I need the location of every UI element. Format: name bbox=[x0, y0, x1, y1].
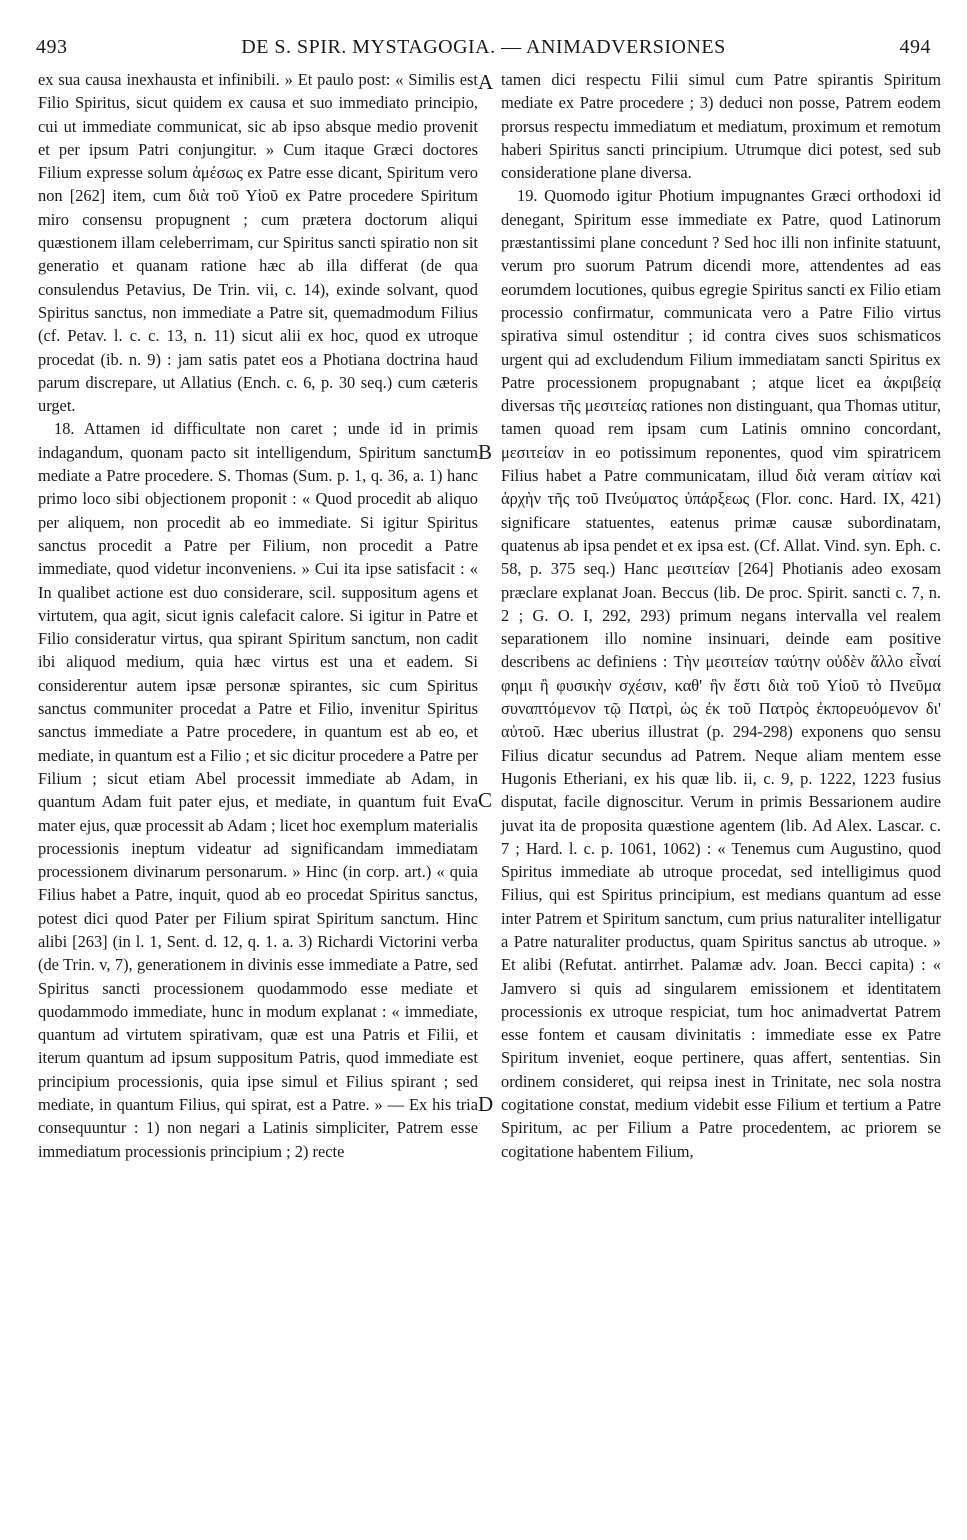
margin-marker-c: C bbox=[478, 788, 493, 812]
margin-marker-d: D bbox=[478, 1092, 494, 1116]
right-paragraph-1: tamen dici respectu Filii simul cum Patre spirantis Spiritum mediate ex Patre procedere ; 3) deduci non posse, Patrem eodem prorsus respectu immediatum et mediatum, proximum et remotum haberi Spiritus sancti principium. Utrumque dici potest, sed sub consideratione plane diversa. bbox=[501, 70, 941, 183]
margin-marker-a: A bbox=[478, 70, 494, 94]
left-paragraph-1: ex sua causa inexhausta et infinibili. » Et paulo post: « Similis est Filio Spiritus, sicut quidem ex causa et suo immediato principio, cui ut immediate communicat, sic ab ipso absque medio provenit et per ipsum Patri conjungitur. » Cum itaque Græci doctores Filium expresse solum ἀμέσως ex Patre esse dicant, Spiritum vero non [262] item, cum διὰ τοῦ Υἱοῦ ex Patre procedere Spiritum miro consensu propugnent ; cum prætera doctorum aliqui quæstionem illam celeberrimam, cur Spiritus sancti spiratio non sit generatio et quanam ratione hæc ab illa differat (de qua consulendus Petavius, De Trin. vii, c. 14), exinde solvant, quod Spiritus sanctus, non immediate a Patre sit, quemadmodum Filius (cf. Petav. l. c. c. 13, n. 11) sicut alii ex hoc, quod ex utroque procedat (ib. n. 9) : jam satis patet eos a Photiana doctrina haud parum discrepare, ut Allatius (Ench. c. 6, p. 30 seq.) cum cæteris urget. bbox=[38, 70, 478, 416]
left-paragraph-18: 18. Attamen id difficultate non caret ; unde id in primis indagandum, quonam pacto sit intelligendum, Spiritum sanctum mediate a Patre procedere. S. Thomas (Sum. p. 1, q. 36, a. 1) hanc primo loco sibi objectionem proponit : « Quod procedit ab aliquo per aliquem, non procedit ab eo immediate. Si igitur Spiritus sanctus procedit a Patre per Filium, non procedit a Patre immediate, quod videtur inconveniens. » Cui ita ipse satisfacit : « In qualibet actione est duo considerare, scil. suppositum agens et virtutem, qua agit, sicut ignis calefacit calore. Si igitur in Patre et Filio consideratur virtus, qua spirant Spiritum sanctum, non cadit ibi aliquod medium, quia hæc virtus est una et eadem. Si considerentur autem ipsæ personæ spirantes, sic cum Spiritus sanctus communiter procedat a Patre et Filio, invenitur Spiritus sanctus immediate a Patre procedere, in quantum est ab eo, et mediate, in quantum est a Filio ; et sic dicitur procedere a Patre per Filium ; sicut etiam Abel processit immediate ab Adam, in quantum Adam fuit pater ejus, et mediate, in quantum fuit Eva mater ejus, quæ processit ab Adam ; licet hoc exemplum materialis processionis ineptum videatur ad significandam immediatam processionem divinarum personarum. » Hinc (in corp. art.) « quia Filius habet a Patre, inquit, quod ab eo procedat Spiritus sanctus, potest dici quod Pater per Filium spirat Spiritum sanctum. Hinc alibi [263] (in l. 1, Sent. d. 12, q. 1. a. 3) Richardi Victorini verba (de Trin. v, 7), generationem in divinis esse immediate a Patre, sed Spiritus sancti processionem quodammodo esse mediate et quodammodo immediate, hunc in modum explanat : « immediate, quantum ad virtutem spirativam, quæ est una Patris et Filii, et iterum quantum ad ipsum suppositum Patris, quod immediate est principium processionis, quia ipse simul et Filius spirant ; sed mediate, in quantum Filius, qui spirat, est a Patre. » — Ex his tria consequuntur : 1) non negari a Latinis simpliciter, Patrem esse immediatum processionis principium ; 2) recte bbox=[38, 419, 478, 1161]
page-number-left: 493 bbox=[36, 36, 68, 58]
left-column bbox=[38, 68, 478, 1163]
running-header bbox=[30, 36, 937, 62]
right-paragraph-19: 19. Quomodo igitur Photium impugnantes Græci orthodoxi id denegant, Spiritum esse immediate ex Patre, quod Latinorum præstantissimi plane concedunt ? Sed hoc illi non infinite statuunt, verum pro suorum Patrum dicendi more, attendentes ad eas eorumdem locutiones, quibus egregie Spiritus sancti ex Filio etiam processio confirmatur, communicata vero a Patre Filio virtus spirativa simul ostenditur ; id contra cives suos schismaticos urgent qui ad excludendum Filium immediatam sancti Spiritus ex Patre processionem propugnabant ; atque licet ea ἀκριβείᾳ diversas τῆς μεσιτείας rationes non distinguant, qua Thomas utitur, tamen quoad rem ipsam cum Latinis omnino concordant, μεσιτείαν in eo potissimum reponentes, quod vim spiratricem Filius habet a Patre communicatam, illud διὰ veram αἰτίαν καὶ ἀρχὴν τῆς τοῦ Πνεύματος ὑπάρξεως (Flor. conc. Hard. IX, 421) significare statuentes, eatenus primæ causæ subordinatam, quatenus ab ipsa pendet et ex ipsa est. (Cf. Allat. Vind. syn. Eph. c. 58, p. 375 seq.) Hanc μεσιτείαν [264] Photianis adeo exosam præclare explanat Joan. Beccus (lib. De proc. Spirit. sancti c. 7, n. 2 ; G. O. I, 292, 293) primum negans intervalla vel realem separationem illo nomine insinuari, deinde eam positive describens ac definiens : Τὴν μεσιτείαν ταύτην οὐδὲν ἄλλο εἶναί φημι ἢ φυσικὴν σχέσιν, καθ' ἣν ἔστι διὰ τοῦ Υἱοῦ τὸ Πνεῦμα συναπτόμενον τῷ Πατρὶ, ὡς ἐκ τοῦ Πατρὸς ἐκπορευόμενον δι' αὐτοῦ. Hæc uberius illustrat (p. 294-298) exponens quo sensu Filius dicatur secundus ad Patrem. Neque aliam mentem esse Hugonis Etheriani, ex his quæ lib. ii, c. 9, p. 1222, 1223 fusius disputat, facile dignoscitur. Verum in primis Bessarionem audire juvat ita de proposita quæstione agentem (lib. Ad Alex. Lascar. c. 7 ; Hard. l. c. p. 1061, 1062) : « Tenemus cum Augustino, quod Spiritus immediate ab utroque procedat, sed intelligimus quod Filius, qui est Spiritus principium, est medians quantum ad esse inter Patrem et Spiritum sanctum, cum prius naturaliter intelligatur a Patre naturaliter productus, quam Spiritus sanctus ab utroque. » Et alibi (Refutat. antirrhet. Palamæ adv. Joan. Becci capita) : « Jamvero si quis ad singularem emissionem et identitatem processionis ex utroque respiciat, tum hoc animadvertat Patrem esse fontem et causam divinitatis : immediate esse ex Patre Spiritum inveniet, eoque pertinere, quas affert, sententias. Sin ordinem consideret, qui reipsa inest in Trinitate, nec sola nostra cogitatione constat, medium videbit esse Filium et tertium a Patre Spiritum, ac per Filium a Patre procedentem, ac priorem se cogitatione habentem Filium, bbox=[501, 186, 941, 1161]
page-number-right: 494 bbox=[899, 36, 931, 58]
right-column bbox=[501, 68, 941, 1163]
running-title: DE S. SPIR. MYSTAGOGIA. — ANIMADVERSIONES bbox=[241, 36, 726, 58]
margin-marker-b: B bbox=[478, 440, 493, 464]
